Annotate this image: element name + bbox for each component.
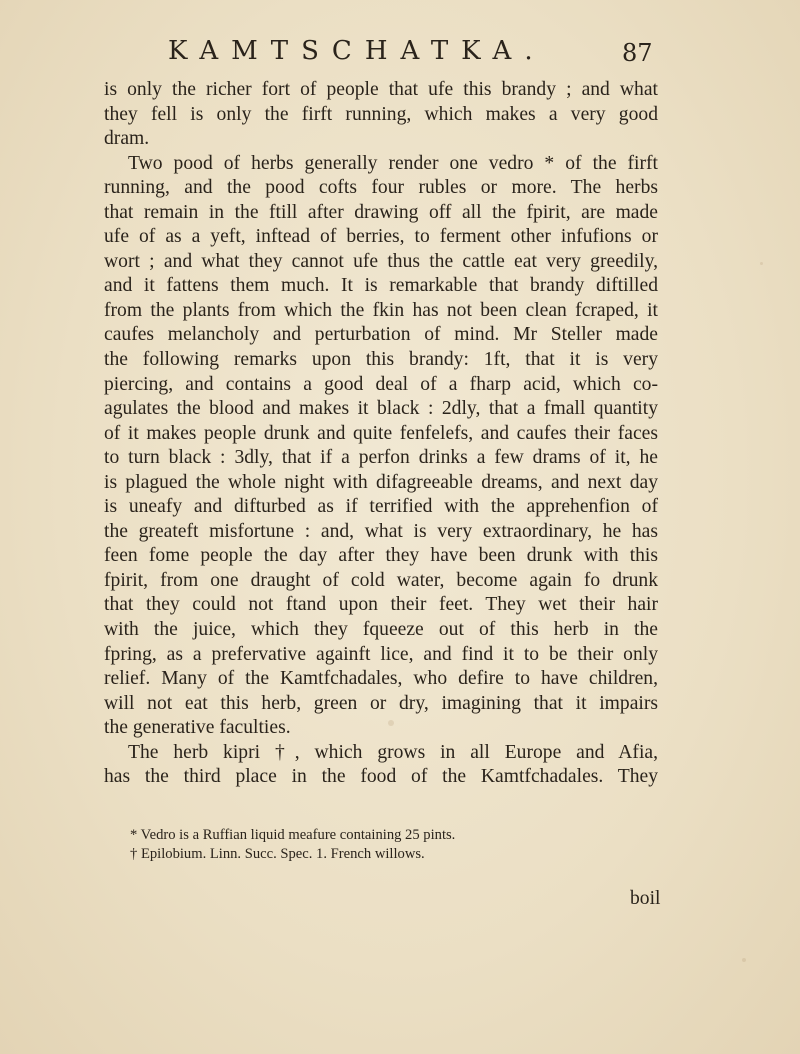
footnote: * Vedro is a Ruffian liquid meafure containing 25 pints. [130,827,456,843]
text-line: will not eat this herb, green or dry, imagining that it impairs [104,692,658,714]
text-line: to turn black : 3dly, that if a perfon drinks a few drams of it, he [104,447,658,469]
text-line: relief. Many of the Kamtfchadales, who defire to have children, [104,668,658,690]
text-line: that remain in the ftill after drawing off all the fpirit, are made [104,201,658,223]
text-line: The herb kipri †, which grows in all Europe and Afia, [128,741,658,763]
catchword: boil [630,888,661,909]
footnotes [130,826,630,864]
body-text [104,78,658,790]
text-line: dram. [104,128,150,150]
text-line: running, and the pood cofts four rubles or more. The herbs [104,177,658,199]
text-line: wort ; and what they cannot ufe thus the cattle eat very greedily, [104,250,658,272]
text-line: feen fome people the day after they have been drunk with this [104,545,658,567]
running-title: KAMTSCHATKA. [168,36,546,66]
text-line: the greateft misfortune : and, what is very extraordinary, he has [104,520,658,542]
text-line: fpirit, from one draught of cold water, become again fo drunk [104,569,658,591]
foxing-spot [760,262,763,265]
text-line: caufes melancholy and perturbation of mind. Mr Steller made [104,324,658,346]
text-line: of it makes people drunk and quite fenfelefs, and caufes their faces [104,422,658,444]
text-line: is uneafy and difturbed as if terrified with the apprehenfion of [104,496,658,518]
text-line: Two pood of herbs generally render one vedro * of the firft [128,152,658,174]
text-line: is only the richer fort of people that ufe this brandy ; and what [104,79,658,100]
foxing-spot [742,958,746,962]
text-line: agulates the blood and makes it black : 2dly, that a fmall quantity [104,398,658,420]
footnote: † Epilobium. Linn. Succ. Spec. 1. French willows. [130,846,425,862]
text-line: with the juice, which they fqueeze out of this herb in the [104,619,658,641]
text-line: has the third place in the food of the Kamtfchadales. They [104,766,658,788]
text-line: piercing, and contains a good deal of a fharp acid, which co- [104,373,658,395]
text-line: fpring, as a prefervative againft lice, and find it to be their only [104,643,658,665]
text-line: they fell is only the firft running, which makes a very good [104,103,658,125]
text-line: and it fattens them much. It is remarkable that brandy diftilled [104,275,658,297]
text-line: the generative faculties. [104,717,291,739]
text-line: that they could not ftand upon their feet. They wet their hair [104,594,658,616]
text-line: from the plants from which the fkin has not been clean fcraped, it [104,299,658,321]
text-line: is plagued the whole night with difagreeable dreams, and next day [104,471,658,493]
text-line: the following remarks upon this brandy: 1ft, that it is very [104,349,658,371]
page-number: 87 [622,39,653,67]
text-line: ufe of as a yeft, inftead of berries, to ferment other infufions or [104,226,658,248]
